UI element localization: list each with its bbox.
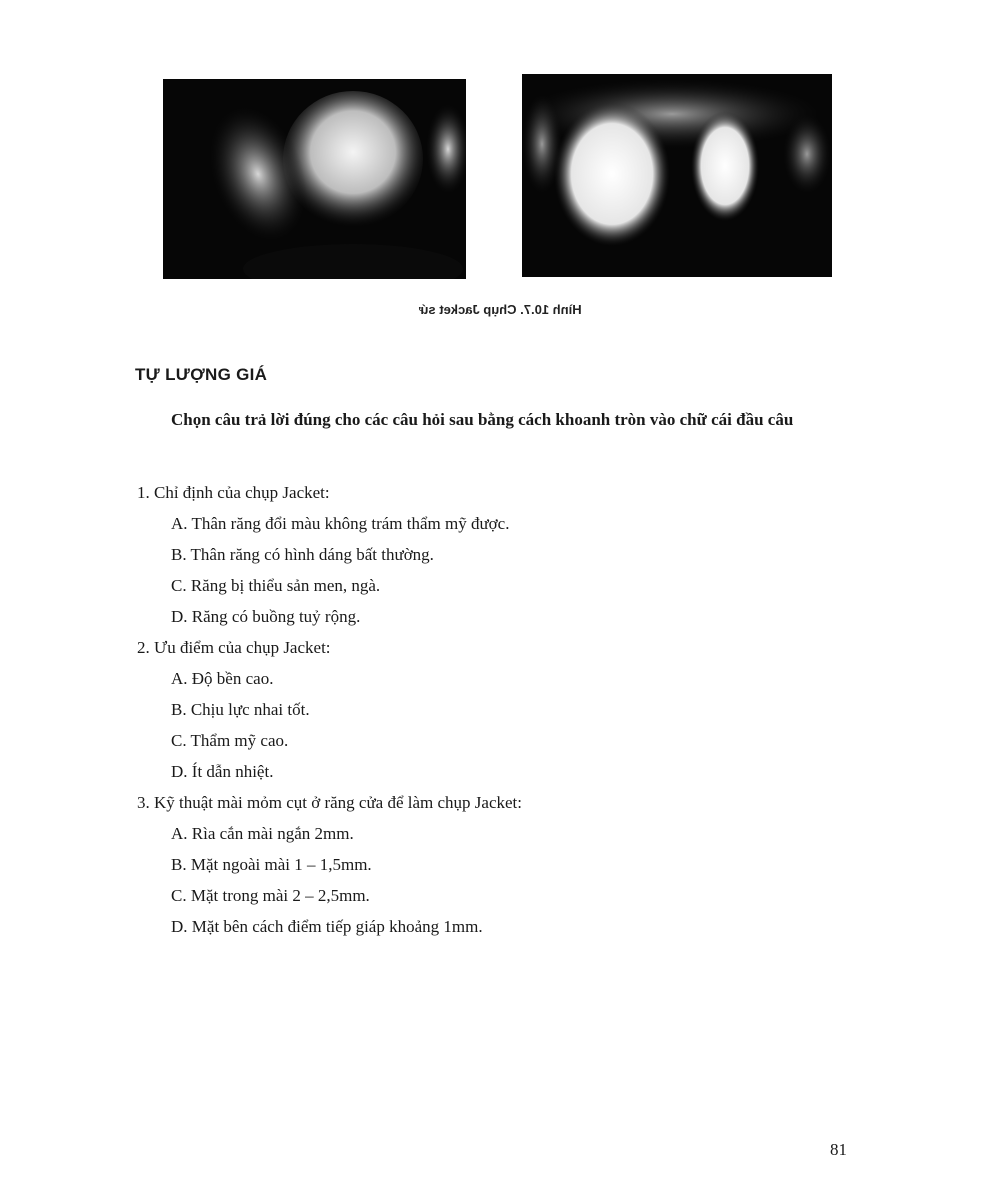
question-3: 3. Kỹ thuật mài mỏm cụt ở răng cửa để làm chụp Jacket: — [137, 793, 523, 812]
question-3-option-b: B. Mặt ngoài mài 1 – 1,5mm. — [171, 855, 372, 874]
question-2: 2. Ưu điểm của chụp Jacket: — [137, 638, 331, 657]
question-1-option-d: D. Răng có buồng tuỷ rộng. — [171, 607, 361, 626]
question-3-option-c: C. Mặt trong mài 2 – 2,5mm. — [171, 886, 370, 905]
figure-caption — [0, 302, 1000, 317]
question-1-option-b: B. Thân răng có hình dáng bất thường. — [171, 545, 434, 564]
question-list — [137, 477, 837, 942]
question-2-option-d: D. Ít dẫn nhiệt. — [171, 762, 274, 781]
section-title: TỰ LƯỢNG GIÁ — [135, 365, 268, 384]
question-2-option-b: B. Chịu lực nhai tốt. — [171, 700, 310, 719]
question-1-option-a: A. Thân răng đổi màu không trám thẩm mỹ được. — [171, 514, 510, 533]
question-3-option-a: A. Rìa cắn mài ngắn 2mm. — [171, 824, 354, 843]
question-1-option-c: C. Răng bị thiểu sản men, ngà. — [171, 576, 381, 595]
page-number: 81 — [830, 1140, 847, 1159]
figure-caption-text: Hình 10.7. Chụp Jacket sứ — [418, 302, 582, 317]
question-1: 1. Chỉ định của chụp Jacket: — [137, 483, 330, 502]
jacket-crown-photo-right — [522, 74, 832, 277]
question-2-option-c: C. Thẩm mỹ cao. — [171, 731, 289, 750]
question-3-option-d: D. Mặt bên cách điểm tiếp giáp khoảng 1mm. — [171, 917, 483, 936]
jacket-crown-photo-left — [163, 79, 466, 279]
question-2-option-a: A. Độ bền cao. — [171, 669, 274, 688]
instruction-text: Chọn câu trả lời đúng cho các câu hỏi sau bằng cách khoanh tròn vào chữ cái đầu câu — [171, 410, 794, 429]
